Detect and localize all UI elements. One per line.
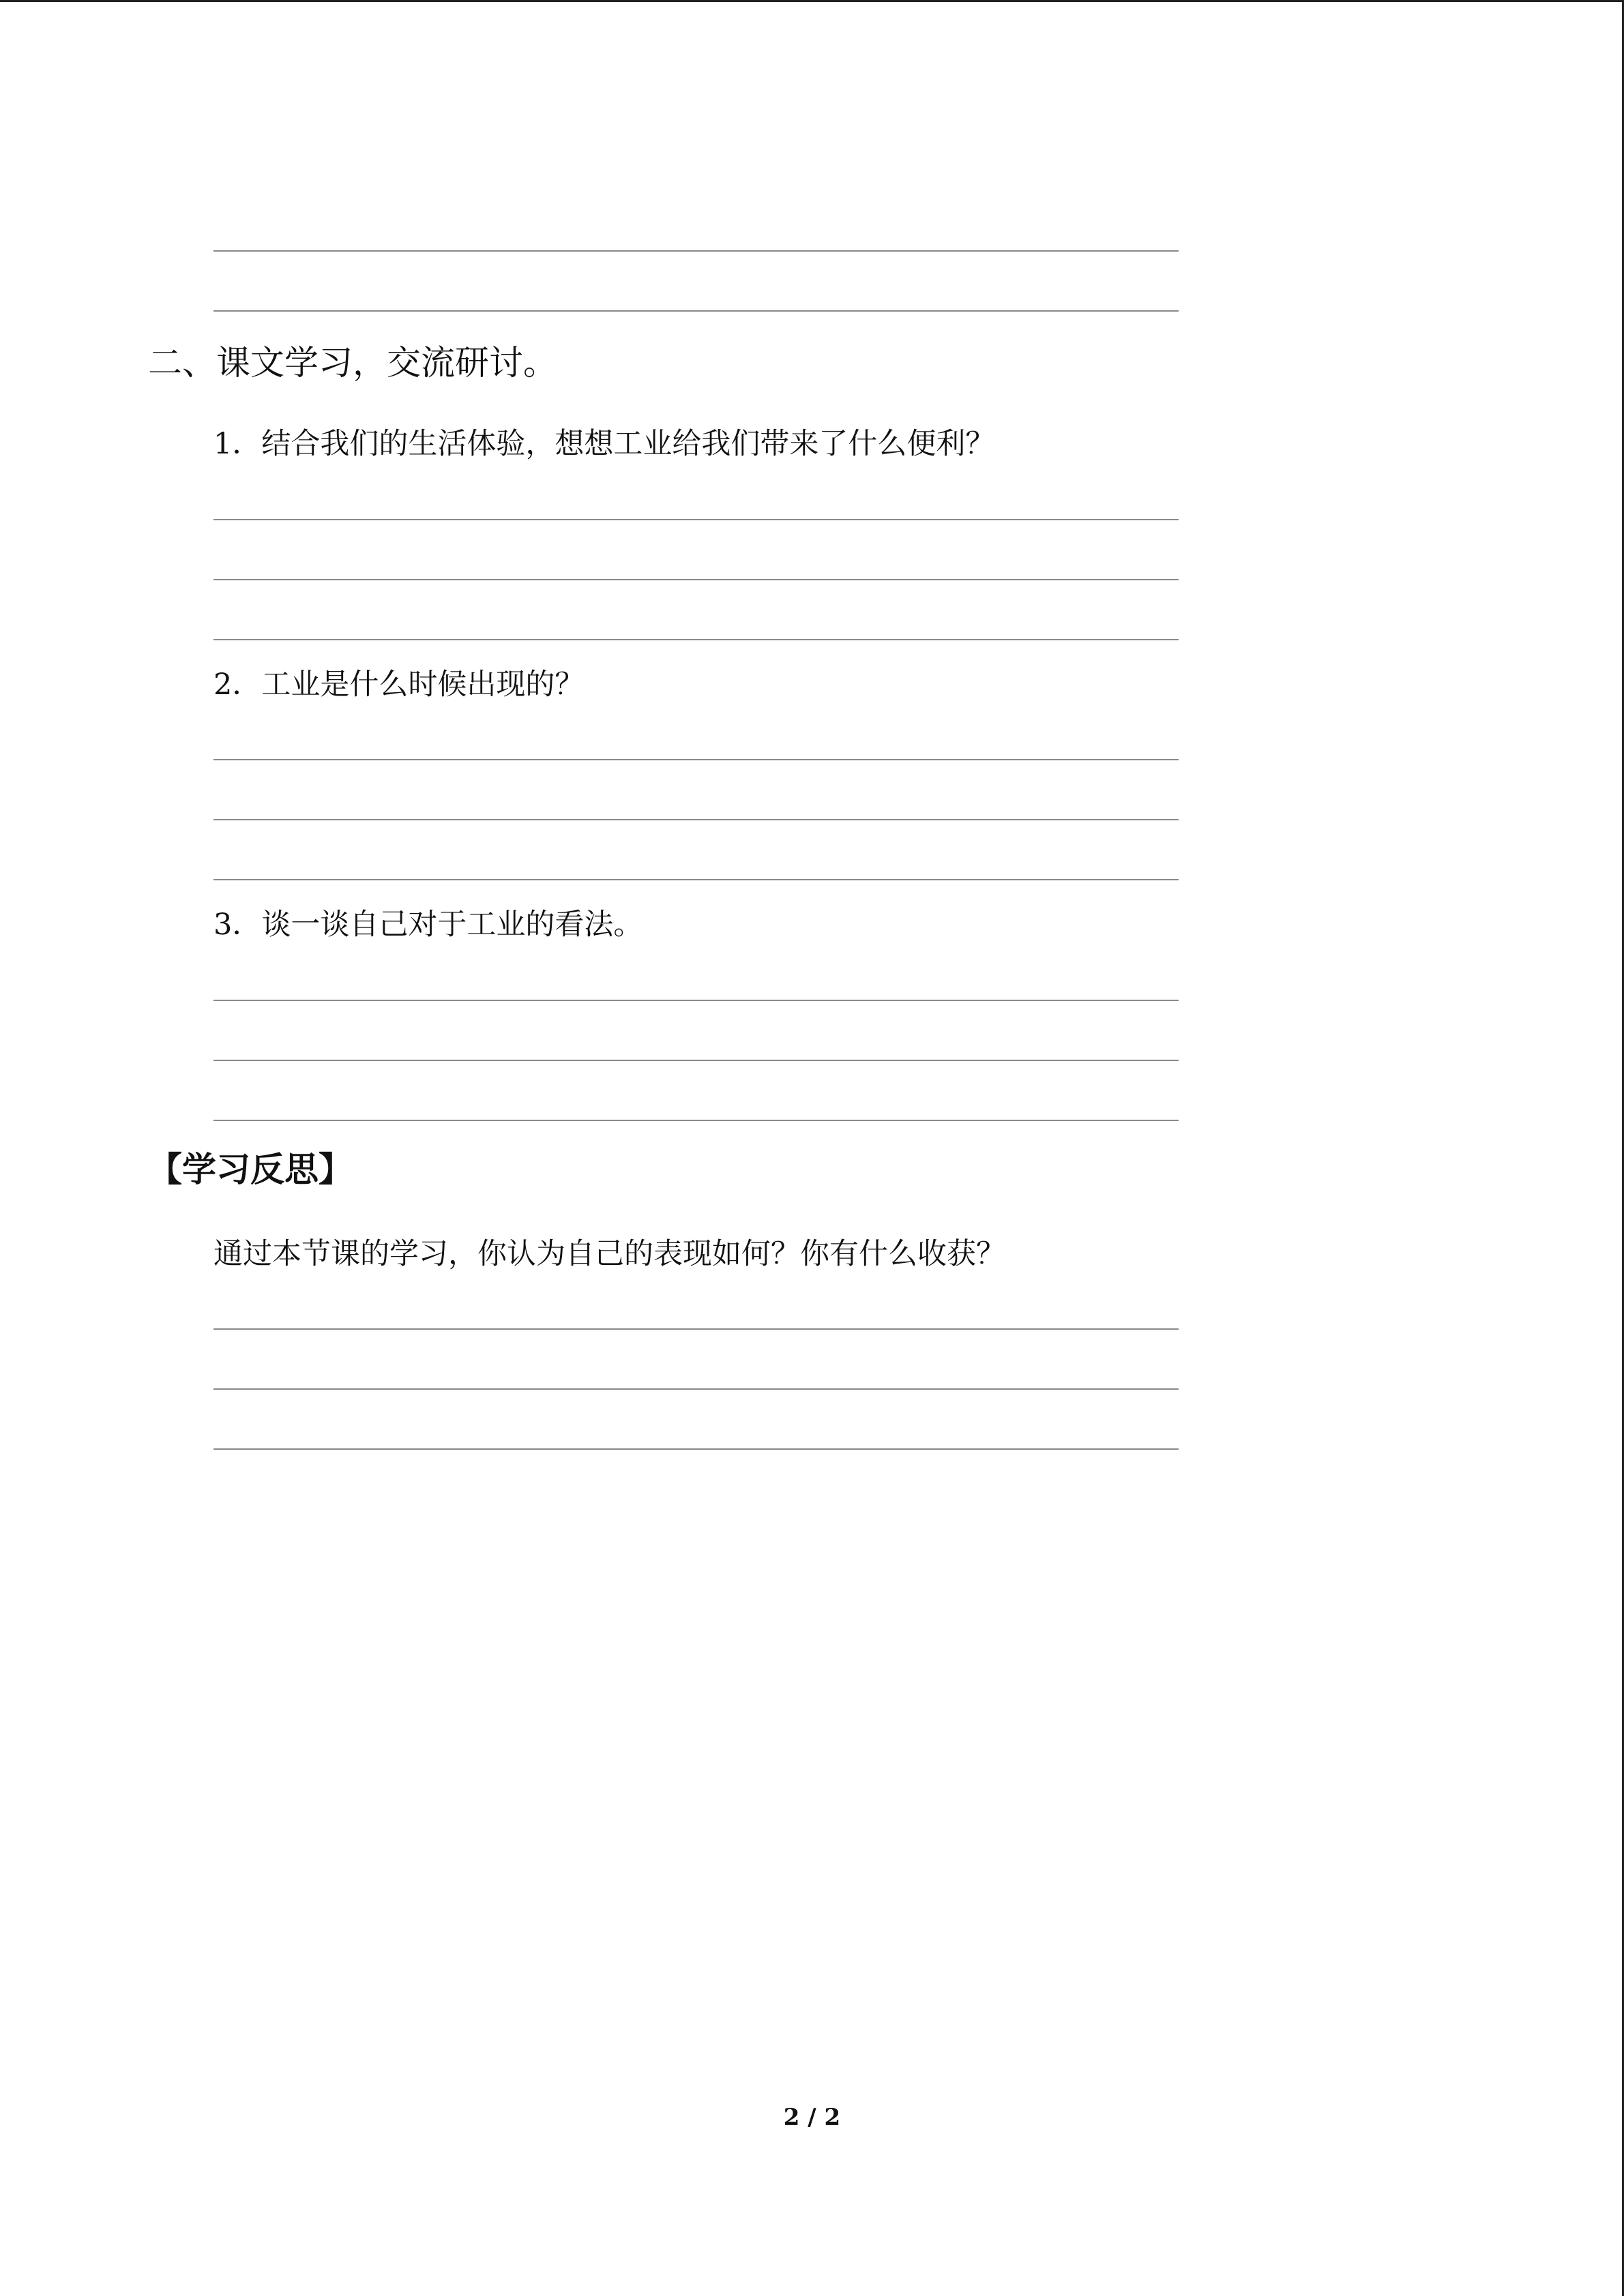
answer-line (213, 250, 1179, 252)
reflection-prompt: 通过本节课的学习，你认为自己的表现如何？你有什么收获？ (213, 1237, 1005, 1271)
page-number: 2 / 2 (783, 2104, 841, 2131)
question-2: 2．工业是什么时候出现的？ (213, 668, 585, 702)
answer-line (213, 579, 1179, 580)
answer-line (213, 759, 1179, 760)
question-1: 1．结合我们的生活体验，想想工业给我们带来了什么便利？ (213, 427, 995, 461)
answer-line (213, 519, 1179, 520)
answer-line (213, 1000, 1179, 1001)
answer-line (213, 1448, 1179, 1450)
answer-line (213, 819, 1179, 820)
section-two-heading: 二、课文学习，交流研讨。 (148, 343, 557, 383)
answer-line (213, 1060, 1179, 1061)
answer-line (213, 1328, 1179, 1330)
answer-line (213, 639, 1179, 640)
answer-line (213, 310, 1179, 312)
page-top-border (0, 0, 1624, 2)
answer-line (213, 1120, 1179, 1121)
question-3: 3．谈一谈自己对于工业的看法。 (213, 908, 643, 942)
answer-line (213, 1388, 1179, 1390)
answer-line (213, 879, 1179, 880)
reflection-heading: 【学习反思】 (148, 1149, 353, 1189)
